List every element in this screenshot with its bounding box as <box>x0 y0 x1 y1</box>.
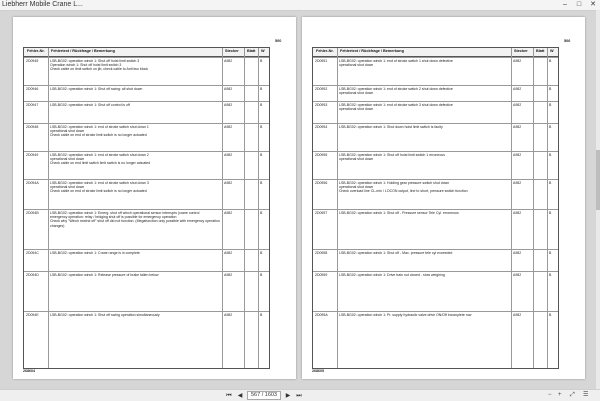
fault-code: 2D094E <box>26 313 39 317</box>
table-row <box>24 85 269 102</box>
description-line: operational shut down <box>339 157 374 162</box>
fault-code: 2D0956 <box>315 181 328 185</box>
description-line: LSB-BG02: operation winch 1: Emerg. shut off winch operational sensor interrupts (crane control <box>50 211 200 215</box>
warning-cell: B <box>260 103 263 107</box>
window-title: Liebherr Mobile Crane L... <box>2 1 83 8</box>
fault-code: 2D0952 <box>315 87 328 91</box>
fault-code: 2D095A <box>315 313 328 317</box>
fault-description <box>339 211 509 215</box>
page-number-field[interactable]: 567 / 1603 <box>247 391 281 400</box>
fault-description <box>339 153 509 161</box>
description-line: Check cable on end of stroke limit switch is no longer actuated <box>50 133 147 138</box>
header-desc: Fehlertext / Rückfrage / Bemerkung <box>51 49 115 53</box>
connector-cell: A982 <box>513 251 522 255</box>
table-row <box>24 179 269 210</box>
description-line: LSB-BG02: operation winch 1: Crane range is in complete <box>50 251 140 255</box>
description-line: Check overload line CL-min / LOCON output, line to short, pressure switch function <box>339 189 468 194</box>
maximize-button[interactable]: □ <box>576 1 582 8</box>
description-line: Check cable on end of stroke limit switch is no longer actuated <box>50 189 147 194</box>
fault-code: 2D0958 <box>315 251 328 255</box>
warning-cell: B <box>260 87 263 91</box>
connector-cell: A982 <box>224 273 233 277</box>
warning-cell: B <box>260 313 263 317</box>
description-line: operational shut down <box>339 107 374 112</box>
fault-code: 2D0953 <box>315 103 328 107</box>
fault-description <box>50 211 220 228</box>
description-line: LSB-BG02: operation winch 1: Shut off hoist limit switch 3 <box>50 59 140 63</box>
fault-code-table <box>312 47 559 369</box>
description-line: LSB-BG02: operation winch 1: end of stroke switch 2 shut down defective <box>339 87 453 91</box>
fault-description <box>339 103 509 111</box>
header-lamp: Blatt <box>247 49 256 53</box>
table-row <box>313 249 558 272</box>
fault-description <box>50 181 220 194</box>
last-page-button[interactable]: ⏭ <box>296 392 302 399</box>
description-line: LSB-BG02: operation winch 1: Shut off hoist limit switch 1 erroneous <box>339 153 445 157</box>
warning-cell: B <box>549 211 552 215</box>
fault-description <box>50 103 220 107</box>
warning-cell: B <box>549 153 552 157</box>
fault-description <box>50 59 220 72</box>
fault-code: 2D0951 <box>315 59 328 63</box>
fault-code: 2D0945 <box>26 59 39 63</box>
header-w: W <box>261 49 265 53</box>
zoom-out-button[interactable]: − <box>548 392 552 398</box>
menu-icon[interactable]: ☰ <box>583 392 589 398</box>
fault-description <box>339 251 509 255</box>
table-row <box>313 311 558 352</box>
warning-cell: B <box>549 273 552 277</box>
fault-description <box>339 59 509 67</box>
fault-code: 2D0955 <box>315 153 328 157</box>
table-row <box>24 271 269 312</box>
fault-code: 2D094C <box>26 251 39 255</box>
fault-description <box>50 273 220 277</box>
close-button[interactable]: ✕ <box>590 1 596 8</box>
table-row <box>24 123 269 152</box>
warning-cell: B <box>549 313 552 317</box>
connector-cell: A982 <box>513 153 522 157</box>
table-row <box>313 85 558 102</box>
description-line: LSB-BG02: operation winch 1: end of stroke switch 3 shut down defective <box>339 103 453 107</box>
table-row <box>24 209 269 250</box>
fault-code: 2D0954 <box>315 125 328 129</box>
connector-cell: A982 <box>513 103 522 107</box>
header-w: W <box>550 49 554 53</box>
warning-cell: B <box>260 211 263 215</box>
fault-description <box>339 313 509 317</box>
connector-cell: A982 <box>513 59 522 63</box>
description-line: LSB-BG02: operation winch 1: end of stroke switch shut down 3 <box>50 181 149 185</box>
connector-cell: A982 <box>513 125 522 129</box>
footer-code: 268605 <box>312 369 324 373</box>
description-line: LSB-BG02: operation winch 1: Shut off swing: all shut down <box>50 87 143 91</box>
connector-cell: A982 <box>513 313 522 317</box>
vertical-scrollbar[interactable] <box>596 10 600 389</box>
table-row <box>313 209 558 250</box>
connector-cell: A982 <box>224 59 233 63</box>
description-line: Check cable on limit switch on jib; check cable to Anti two block <box>50 67 149 72</box>
table-row <box>24 311 269 352</box>
warning-cell: B <box>260 251 263 255</box>
fault-code: 2D0949 <box>26 153 39 157</box>
fault-description <box>50 125 220 138</box>
description-line: LSB-BG02: operation winch 1: Shut off - Max. pressure tele cyl exceeded <box>339 251 453 255</box>
table-row <box>313 271 558 312</box>
connector-cell: A982 <box>513 181 522 185</box>
description-line: Check why "Winch rewind off" shut off did not function. (Megafunction only possible with emergency operation changes) <box>50 219 220 228</box>
warning-cell: B <box>260 181 263 185</box>
table-header <box>24 48 269 57</box>
fault-description <box>50 87 220 91</box>
next-page-button[interactable]: ▶ <box>285 392 291 399</box>
connector-cell: A982 <box>224 103 233 107</box>
fault-description <box>50 153 220 166</box>
warning-cell: B <box>260 125 263 129</box>
document-page-left <box>13 17 296 379</box>
table-row <box>24 101 269 124</box>
page-number: 506 <box>564 39 571 43</box>
fault-description <box>339 181 509 194</box>
fault-code: 2D0957 <box>315 211 328 215</box>
fault-code: 2D0947 <box>26 103 39 107</box>
fault-code: 2D0959 <box>315 273 328 277</box>
description-line: operational shut down <box>50 157 85 162</box>
table-row <box>313 101 558 124</box>
description-line: LSB-BG02: operation winch 1: Shut off swing operation simultaneously <box>50 313 160 317</box>
title-bar <box>0 0 600 11</box>
header-lamp: Blatt <box>536 49 545 53</box>
first-page-button[interactable]: ⏮ <box>226 392 232 399</box>
bottom-toolbar <box>0 389 600 401</box>
connector-cell: A982 <box>224 153 233 157</box>
table-row <box>24 57 269 86</box>
header-code: Fehler-Nr. <box>316 49 334 53</box>
document-page-right <box>302 17 585 379</box>
description-line: LSB-BG02: operation winch 1: end of stroke switch 1 shut down defective <box>339 59 453 63</box>
description-line: LSB-BG02: operation winch 1: Drive train not closed - slow weighing <box>339 273 445 277</box>
description-line: operational shut down <box>339 91 374 96</box>
table-header <box>313 48 558 57</box>
table-row <box>313 151 558 180</box>
connector-cell: A982 <box>224 251 233 255</box>
warning-cell: B <box>549 87 552 91</box>
description-line: LSB-BG02: operation winch 1: Shut off - Pressure sensor Tele Cyl. erroneous <box>339 211 459 215</box>
fault-description <box>50 251 220 255</box>
fault-description <box>339 125 509 129</box>
description-line: emergency operation: relay / bridging shut off is possible for emergency operation <box>50 215 177 220</box>
connector-cell: A982 <box>224 87 233 91</box>
description-line: Operation winch 1: Shut off hoist limit switch 3 <box>50 63 122 68</box>
connector-cell: A982 <box>224 211 233 215</box>
minimize-button[interactable]: – <box>563 1 567 8</box>
header-stk: Stecker <box>225 49 239 53</box>
warning-cell: B <box>260 273 263 277</box>
page-navigation <box>225 391 303 400</box>
description-line: LSB-BG02: operation winch 1: Pr. supply hydraulic valve drive ON/Off incomplete row <box>339 313 472 317</box>
table-row <box>313 179 558 210</box>
connector-cell: A982 <box>513 87 522 91</box>
connector-cell: A982 <box>224 181 233 185</box>
fault-code: 2D094D <box>26 273 39 277</box>
description-line: Check cable on end limit switch limit switch is no longer actuated <box>50 161 151 166</box>
page-number: 500 <box>275 39 282 43</box>
description-line: operational shut down <box>50 185 85 190</box>
description-line: LSB-BG02: operation winch 1: Release pressure of brake fallen below <box>50 273 159 277</box>
warning-cell: B <box>549 59 552 63</box>
fault-code: 2D094A <box>26 181 39 185</box>
table-row <box>24 151 269 180</box>
scrollbar-thumb[interactable] <box>596 150 600 210</box>
header-code: Fehler-Nr. <box>27 49 45 53</box>
connector-cell: A982 <box>224 313 233 317</box>
description-line: LSB-BG02: operation winch 1: end of stroke switch shut down 2 <box>50 153 149 157</box>
header-desc: Fehlertext / Rückfrage / Bemerkung <box>340 49 404 53</box>
fit-page-button[interactable]: ⤢ <box>570 392 575 398</box>
fault-description <box>339 273 509 277</box>
warning-cell: B <box>260 153 263 157</box>
header-stk: Stecker <box>514 49 528 53</box>
warning-cell: B <box>549 103 552 107</box>
fault-code-table <box>23 47 270 369</box>
table-row <box>313 123 558 152</box>
fault-code: 2D0948 <box>26 125 39 129</box>
description-line: LSB-BG02: operation winch 1: Holding gear pressure switch shut down <box>339 181 450 185</box>
fault-code: 2D0946 <box>26 87 39 91</box>
fault-description <box>339 87 509 95</box>
warning-cell: B <box>549 251 552 255</box>
connector-cell: A982 <box>513 211 522 215</box>
description-line: LSB-BG02: operation winch 1: end of stroke switch shut down 1 <box>50 125 149 129</box>
zoom-in-button[interactable]: + <box>558 392 562 398</box>
document-viewer[interactable] <box>0 11 600 390</box>
warning-cell: B <box>549 125 552 129</box>
footer-code: 268604 <box>23 369 35 373</box>
warning-cell: B <box>549 181 552 185</box>
previous-page-button[interactable]: ◀ <box>237 392 243 399</box>
fault-code: 2D094B <box>26 211 39 215</box>
warning-cell: B <box>260 59 263 63</box>
table-row <box>24 249 269 272</box>
description-line: operational shut down <box>50 129 85 134</box>
table-row <box>313 57 558 86</box>
description-line: LSB-BG02: operation winch 1: Shut down hoist limit switch is faulty <box>339 125 443 129</box>
connector-cell: A982 <box>513 273 522 277</box>
description-line: LSB-BG02: operation winch 1: Shut off control is off <box>50 103 130 107</box>
fault-description <box>50 313 220 317</box>
description-line: operational shut down <box>339 185 374 190</box>
description-line: operational shut down <box>339 63 374 68</box>
connector-cell: A982 <box>224 125 233 129</box>
